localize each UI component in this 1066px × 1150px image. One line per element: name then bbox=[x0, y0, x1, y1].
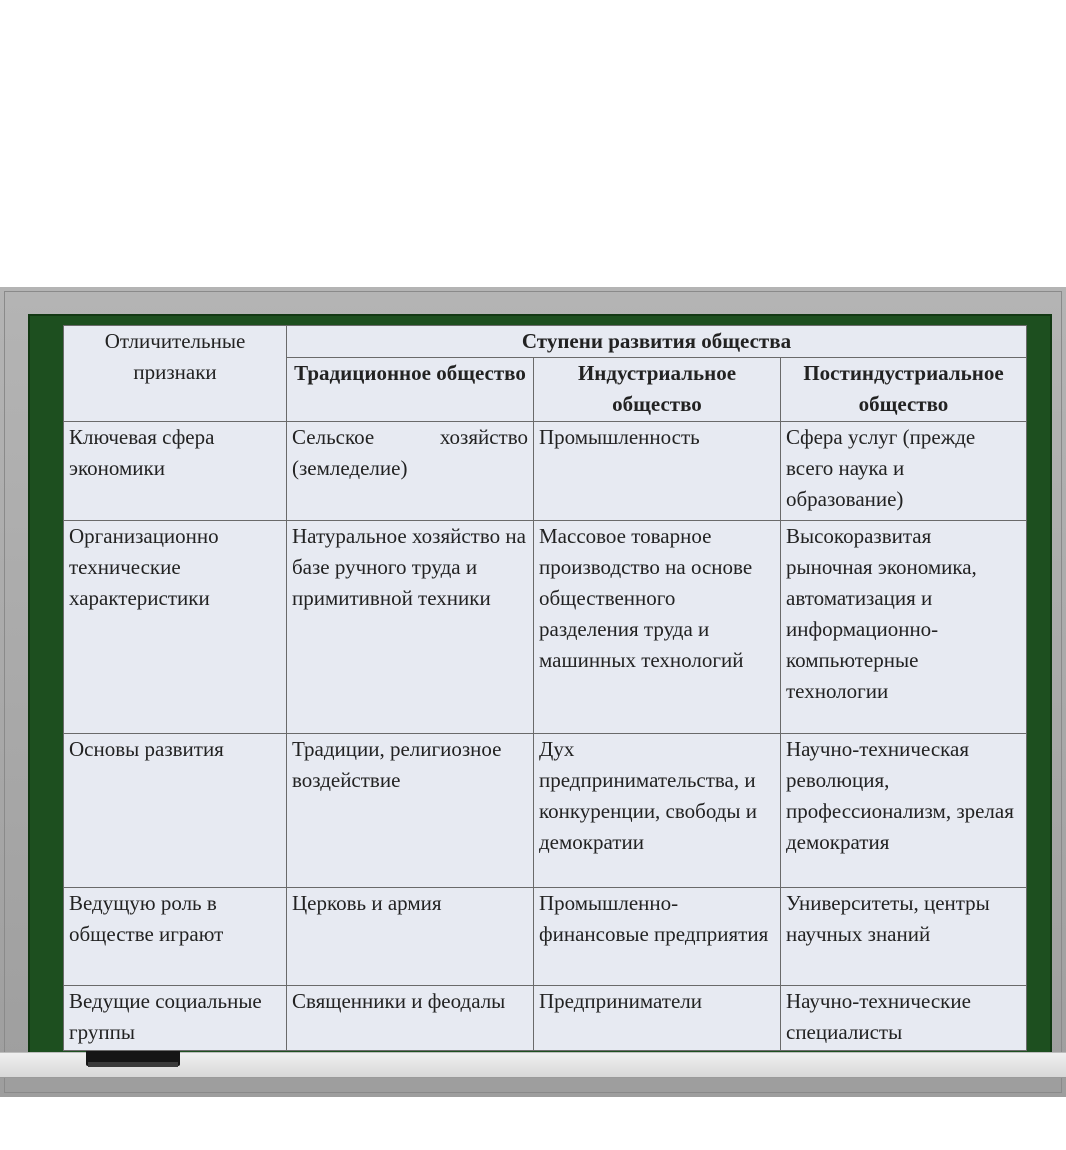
table-row bbox=[64, 422, 1027, 521]
postindustrial-cell: Университеты, центры научных знаний bbox=[781, 888, 1027, 986]
eraser-felt bbox=[88, 1062, 178, 1067]
feature-cell: Ведущие социальные группы bbox=[64, 986, 287, 1051]
industrial-cell: Массовое товарное производство на основе общественного разделения труда и машинных технологий bbox=[534, 521, 781, 734]
feature-cell: Организационно технические характеристики bbox=[64, 521, 287, 734]
traditional-cell bbox=[287, 422, 534, 521]
feature-cell: Ведущую роль в обществе играют bbox=[64, 888, 287, 986]
postindustrial-cell: Высокоразвитая рыночная экономика, автоматизация и информационно-компьютерные технологии bbox=[781, 521, 1027, 734]
industrial-cell: Предприниматели bbox=[534, 986, 781, 1051]
header-traditional: Традиционное общество bbox=[287, 358, 534, 422]
traditional-cell: Церковь и армия bbox=[287, 888, 534, 986]
header-postindustrial: Постиндустриальное общество bbox=[781, 358, 1027, 422]
table-row bbox=[64, 521, 1027, 734]
feature-cell: Основы развития bbox=[64, 734, 287, 888]
feature-cell: Ключевая сфера экономики bbox=[64, 422, 287, 521]
postindustrial-cell: Сфера услуг (прежде всего наука и образование) bbox=[781, 422, 1027, 521]
header-stages: Ступени развития общества bbox=[287, 326, 1027, 358]
industrial-cell: Дух предпринимательства, и конкуренции, свободы и демократии bbox=[534, 734, 781, 888]
header-industrial: Индустриальное общество bbox=[534, 358, 781, 422]
traditional-cell-line2: (земледелие) bbox=[292, 456, 408, 480]
traditional-cell: Священники и феодалы bbox=[287, 986, 534, 1051]
traditional-cell: Натуральное хозяйство на базе ручного труда и примитивной техники bbox=[287, 521, 534, 734]
header-row-1 bbox=[64, 326, 1027, 358]
table-row bbox=[64, 734, 1027, 888]
postindustrial-cell: Научно-технические специалисты bbox=[781, 986, 1027, 1051]
traditional-cell-line1: Сельское хозяйство bbox=[292, 425, 528, 449]
header-features: Отличительные признаки bbox=[64, 326, 287, 422]
traditional-cell: Традиции, религиозное воздействие bbox=[287, 734, 534, 888]
table-row bbox=[64, 986, 1027, 1051]
industrial-cell: Промышленность bbox=[534, 422, 781, 521]
society-comparison-table bbox=[63, 325, 1027, 1051]
postindustrial-cell: Научно-техническая революция, профессионализм, зрелая демократия bbox=[781, 734, 1027, 888]
industrial-cell: Промышленно-финансовые предприятия bbox=[534, 888, 781, 986]
table-row bbox=[64, 888, 1027, 986]
